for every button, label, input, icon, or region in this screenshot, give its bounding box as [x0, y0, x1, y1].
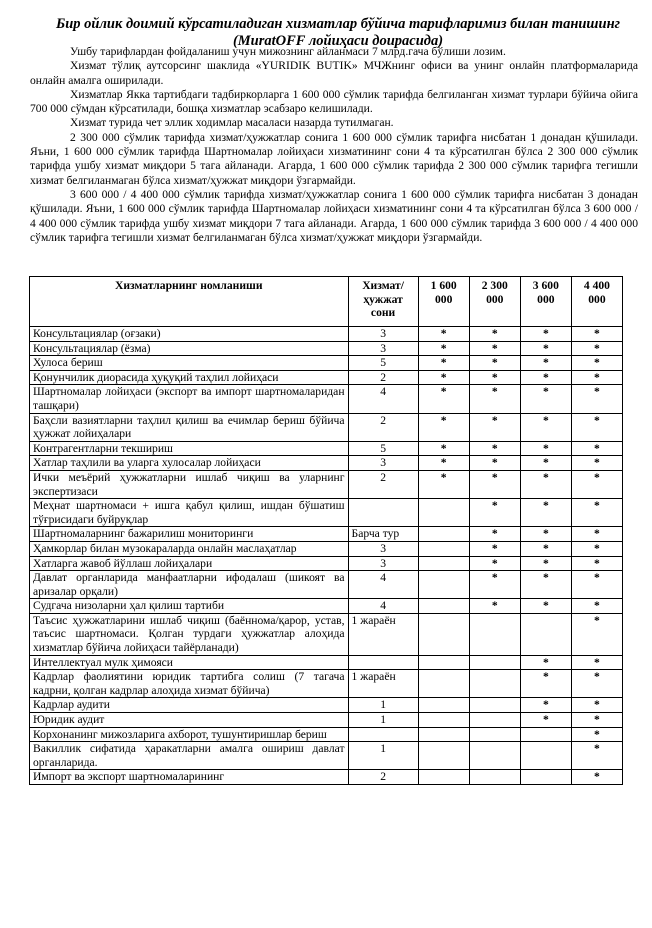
- mark-2300000: *: [469, 370, 520, 385]
- mark-4400000: *: [571, 556, 622, 571]
- service-count: 3: [348, 327, 418, 342]
- mark-1600000: *: [418, 356, 469, 371]
- mark-1600000: *: [418, 370, 469, 385]
- service-name: Консультациялар (ёзма): [30, 341, 349, 356]
- mark-2300000: *: [469, 413, 520, 441]
- service-count: 3: [348, 341, 418, 356]
- table-row: [30, 599, 623, 614]
- service-count: [348, 655, 418, 670]
- table-row: [30, 470, 623, 498]
- service-name: Хулоса бериш: [30, 356, 349, 371]
- table-row: [30, 742, 623, 770]
- mark-4400000: *: [571, 571, 622, 599]
- service-count: [348, 727, 418, 742]
- service-count: 3: [348, 456, 418, 471]
- service-name: Ҳамкорлар билан музокараларда онлайн маслаҳатлар: [30, 541, 349, 556]
- mark-2300000: [469, 742, 520, 770]
- mark-4400000: *: [571, 613, 622, 655]
- mark-1600000: *: [418, 413, 469, 441]
- mark-4400000: *: [571, 441, 622, 456]
- mark-1600000: *: [418, 341, 469, 356]
- service-name: Шартномалар лойиҳаси (экспорт ва импорт шартномаларидан ташқари): [30, 385, 349, 413]
- mark-1600000: [418, 770, 469, 785]
- intro-paragraph: Хизматлар Якка тартибдаги тадбиркорларга 1 600 000 сўмлик тарифда белгиланган хизмат турлари бўйича ойига 700 000 сўмдан кўрсатилади, бошқа хизматлар эсабзаро келишилади.: [30, 87, 638, 116]
- mark-3600000: [520, 742, 571, 770]
- mark-2300000: *: [469, 599, 520, 614]
- service-count: 4: [348, 385, 418, 413]
- mark-3600000: [520, 770, 571, 785]
- intro-text: [30, 45, 638, 245]
- service-count: 1 жараён: [348, 613, 418, 655]
- mark-3600000: *: [520, 356, 571, 371]
- service-name: Давлат органларида манфаатларни ифодалаш (шикоят ва аризалар орқали): [30, 571, 349, 599]
- service-name: Консультациялар (оғзаки): [30, 327, 349, 342]
- service-count: 1: [348, 698, 418, 713]
- mark-4400000: *: [571, 499, 622, 527]
- mark-3600000: *: [520, 327, 571, 342]
- mark-2300000: *: [469, 385, 520, 413]
- service-name: Таъсис ҳужжатларини ишлаб чиқиш (баённома/қарор, устав, таъсис шартномаси. Қолган турдаги ҳужжатлар алоҳида хизматлар бўйича лойиҳаси тайёрланади): [30, 613, 349, 655]
- service-name: Юридик аудит: [30, 713, 349, 728]
- mark-2300000: [469, 613, 520, 655]
- mark-1600000: [418, 571, 469, 599]
- mark-4400000: *: [571, 541, 622, 556]
- mark-2300000: *: [469, 341, 520, 356]
- mark-2300000: *: [469, 470, 520, 498]
- mark-2300000: [469, 727, 520, 742]
- tariff-table: [29, 276, 623, 785]
- service-count: 1 жараён: [348, 670, 418, 698]
- mark-4400000: *: [571, 341, 622, 356]
- mark-4400000: *: [571, 599, 622, 614]
- mark-4400000: *: [571, 456, 622, 471]
- service-count: 1: [348, 742, 418, 770]
- table-row: [30, 770, 623, 785]
- table-row: [30, 613, 623, 655]
- mark-3600000: [520, 613, 571, 655]
- mark-3600000: *: [520, 698, 571, 713]
- mark-4400000: *: [571, 670, 622, 698]
- mark-1600000: *: [418, 327, 469, 342]
- service-count: 4: [348, 599, 418, 614]
- intro-paragraph: 2 300 000 сўмлик тарифда хизмат/ҳужжатлар сонига 1 600 000 сўмлик тарифга нисбатан 1 донадан қўшилади. Яъни, 1 600 000 сўмлик тарифда Шартномалар лойиҳаси хизматининг сони 4 та кўрсатилган бўлса 2 300 000 сўмлик тарифда ушбу хизмат миқдори 5 тага айланади. Агарда, 1 600 000 сўмлик тарифда 2 300 000 сўмлик тарифга тегишли хизмат белгиланмаган бўлса хизмат/ҳужжат миқдори ўзгармайди.: [30, 130, 638, 187]
- mark-3600000: *: [520, 670, 571, 698]
- mark-2300000: *: [469, 541, 520, 556]
- mark-1600000: *: [418, 456, 469, 471]
- mark-3600000: *: [520, 541, 571, 556]
- service-name: Меҳнат шартномаси + ишга қабул қилиш, ишдан бўшатиш тўғрисидаги буйруқлар: [30, 499, 349, 527]
- mark-1600000: *: [418, 470, 469, 498]
- table-body: [30, 327, 623, 785]
- mark-3600000: *: [520, 341, 571, 356]
- service-count: 3: [348, 556, 418, 571]
- mark-1600000: [418, 727, 469, 742]
- header-service-name: Хизматларнинг номланиши: [30, 277, 349, 327]
- intro-paragraph: Ушбу тарифлардан фойдаланиш учун мижознинг айланмаси 7 млрд.гача бўлиши лозим.: [70, 45, 506, 58]
- mark-1600000: [418, 527, 469, 542]
- service-name: Импорт ва экспорт шартномаларининг: [30, 770, 349, 785]
- mark-4400000: *: [571, 327, 622, 342]
- mark-3600000: *: [520, 527, 571, 542]
- mark-3600000: *: [520, 470, 571, 498]
- mark-1600000: [418, 541, 469, 556]
- mark-4400000: *: [571, 713, 622, 728]
- service-count: 2: [348, 413, 418, 441]
- table-row: [30, 370, 623, 385]
- header-count: Хизмат/ ҳужжат сони: [348, 277, 418, 327]
- service-name: Интеллектуал мулк ҳимояси: [30, 655, 349, 670]
- table-row: [30, 571, 623, 599]
- mark-1600000: [418, 670, 469, 698]
- service-name: Судгача низоларни ҳал қилиш тартиби: [30, 599, 349, 614]
- mark-3600000: *: [520, 599, 571, 614]
- mark-3600000: *: [520, 556, 571, 571]
- mark-3600000: *: [520, 413, 571, 441]
- service-count: 2: [348, 370, 418, 385]
- table-row: [30, 556, 623, 571]
- mark-1600000: *: [418, 441, 469, 456]
- mark-2300000: [469, 698, 520, 713]
- header-tariff-2300000: 2 300 000: [469, 277, 520, 327]
- mark-2300000: *: [469, 571, 520, 599]
- service-count: [348, 499, 418, 527]
- service-name: Баҳсли вазиятларни таҳлил қилиш ва ечимлар бериш бўйича ҳужжат лойиҳалари: [30, 413, 349, 441]
- service-name: Корхонанинг мижозларига ахборот, тушунтиришлар бериш: [30, 727, 349, 742]
- service-count: 2: [348, 770, 418, 785]
- table-row: [30, 541, 623, 556]
- table-row: [30, 327, 623, 342]
- mark-4400000: *: [571, 655, 622, 670]
- mark-3600000: *: [520, 571, 571, 599]
- table-row: [30, 456, 623, 471]
- mark-4400000: *: [571, 527, 622, 542]
- mark-3600000: *: [520, 370, 571, 385]
- service-count: 4: [348, 571, 418, 599]
- mark-3600000: *: [520, 456, 571, 471]
- mark-3600000: *: [520, 499, 571, 527]
- mark-2300000: [469, 655, 520, 670]
- mark-4400000: *: [571, 356, 622, 371]
- table-row: [30, 441, 623, 456]
- intro-paragraph: 3 600 000 / 4 400 000 сўмлик тарифда хизмат/ҳужжатлар сонига 1 600 000 сўмлик тарифга нисбатан 3 донадан қўшилади. Яъни, 1 600 000 сўмлик тарифда Шартномалар лойиҳаси хизматининг сони 4 та кўрсатилган бўлса 3 600 000 / 4 400 000 сўмлик тарифда ушбу хизмат миқдори 7 тага айланади. Агарда, 1 600 000 сўмлик тарифда 3 600 000 / 4 400 000 сўмлик тарифга тегишли хизмат белгиланмаган бўлса хизмат/ҳужжат миқдори ўзгармайди.: [30, 187, 638, 244]
- mark-1600000: [418, 556, 469, 571]
- mark-1600000: [418, 742, 469, 770]
- mark-2300000: *: [469, 499, 520, 527]
- header-tariff-1600000: 1 600 000: [418, 277, 469, 327]
- intro-paragraph: Хизмат тўлиқ аутсорсинг шаклида «YURIDIK BUTIK» МЧЖнинг офиси ва унинг онлайн платформаларида онлайн амалга оширилади.: [30, 59, 638, 87]
- table-row: [30, 413, 623, 441]
- mark-1600000: *: [418, 385, 469, 413]
- table-row: [30, 527, 623, 542]
- mark-3600000: *: [520, 385, 571, 413]
- mark-2300000: *: [469, 356, 520, 371]
- service-name: Ички меъёрий ҳужжатларни ишлаб чиқиш ва уларнинг экспертизаси: [30, 470, 349, 498]
- mark-2300000: *: [469, 327, 520, 342]
- service-name: Кадрлар аудити: [30, 698, 349, 713]
- mark-1600000: [418, 613, 469, 655]
- table-row: [30, 341, 623, 356]
- table-row: [30, 356, 623, 371]
- service-count: 2: [348, 470, 418, 498]
- table-row: [30, 670, 623, 698]
- service-name: Кадрлар фаолиятини юридик тартибга солиш (7 тагача кадрни, қолган кадрлар алоҳида хизмат бўйича): [30, 670, 349, 698]
- mark-1600000: [418, 713, 469, 728]
- mark-3600000: [520, 727, 571, 742]
- table-header-row: [30, 277, 623, 327]
- service-name: Вакиллик сифатида ҳаракатларни амалга ошириш давлат органларида.: [30, 742, 349, 770]
- service-count: 3: [348, 541, 418, 556]
- mark-2300000: [469, 770, 520, 785]
- mark-3600000: *: [520, 655, 571, 670]
- table-row: [30, 385, 623, 413]
- table-row: [30, 499, 623, 527]
- intro-paragraph: Хизмат турида чет эллик ходимлар масаласи назарда тутилмаган.: [70, 116, 394, 130]
- mark-2300000: *: [469, 456, 520, 471]
- service-count: 5: [348, 441, 418, 456]
- service-count: 1: [348, 713, 418, 728]
- mark-2300000: [469, 713, 520, 728]
- table-row: [30, 727, 623, 742]
- mark-1600000: [418, 698, 469, 713]
- service-count: 5: [348, 356, 418, 371]
- header-tariff-4400000: 4 400 000: [571, 277, 622, 327]
- mark-2300000: *: [469, 556, 520, 571]
- table-row: [30, 713, 623, 728]
- mark-2300000: [469, 670, 520, 698]
- table-row: [30, 698, 623, 713]
- mark-4400000: *: [571, 770, 622, 785]
- service-name: Хатлар таҳлили ва уларга хулосалар лойиҳаси: [30, 456, 349, 471]
- mark-4400000: *: [571, 470, 622, 498]
- service-name: Хатларга жавоб йўллаш лойиҳалари: [30, 556, 349, 571]
- mark-1600000: [418, 655, 469, 670]
- mark-2300000: *: [469, 527, 520, 542]
- mark-4400000: *: [571, 698, 622, 713]
- service-count: Барча тур: [348, 527, 418, 542]
- mark-2300000: *: [469, 441, 520, 456]
- mark-4400000: *: [571, 727, 622, 742]
- mark-4400000: *: [571, 370, 622, 385]
- mark-1600000: [418, 599, 469, 614]
- mark-4400000: *: [571, 413, 622, 441]
- mark-1600000: [418, 499, 469, 527]
- service-name: Контрагентларни текшириш: [30, 441, 349, 456]
- mark-4400000: *: [571, 385, 622, 413]
- service-name: Қонунчилик диорасида ҳуқуқий таҳлил лойиҳаси: [30, 370, 349, 385]
- mark-3600000: *: [520, 713, 571, 728]
- header-tariff-3600000: 3 600 000: [520, 277, 571, 327]
- service-name: Шартномаларнинг бажарилиш мониторинги: [30, 527, 349, 542]
- mark-4400000: *: [571, 742, 622, 770]
- mark-3600000: *: [520, 441, 571, 456]
- document-title: Бир ойлик доимий кўрсатиладиган хизматлар бўйича тарифларимиз билан танишинг (MuratOFF лойиҳаси доирасида): [56, 16, 620, 49]
- table-row: [30, 655, 623, 670]
